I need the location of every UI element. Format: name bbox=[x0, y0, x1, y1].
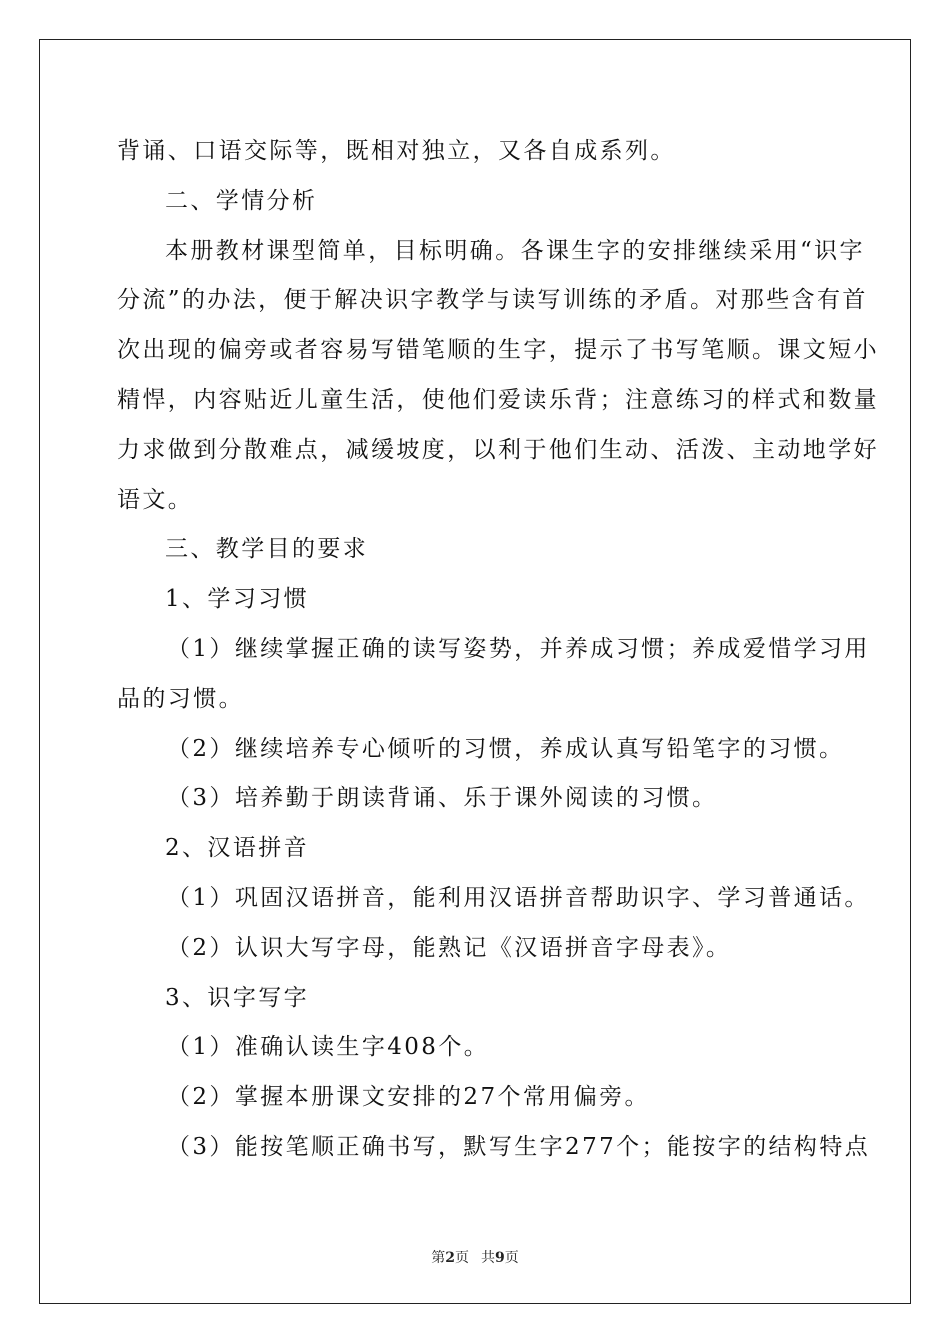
text-line: 品的习惯。 bbox=[117, 685, 244, 712]
list-item: （3）培养勤于朗读背诵、乐于课外阅读的习惯。 bbox=[167, 785, 718, 812]
page-total: 9 bbox=[495, 1250, 505, 1266]
page-suffix: 页 bbox=[455, 1250, 469, 1266]
text-line: 力求做到分散难点，减缓坡度，以利于他们生动、活泼、主动地学好 bbox=[117, 436, 879, 463]
text-line: 分流”的办法，便于解决识字教学与读写训练的矛盾。对那些含有首 bbox=[117, 287, 868, 314]
list-item: （2）掌握本册课文安排的27个常用偏旁。 bbox=[167, 1084, 650, 1111]
list-item: （1）巩固汉语拼音，能利用汉语拼音帮助识字、学习普通话。 bbox=[167, 884, 870, 911]
text-line: 精悍，内容贴近儿童生活，使他们爱读乐背；注意练习的样式和数量 bbox=[117, 386, 879, 413]
subsection-heading: 2、汉语拼音 bbox=[165, 835, 310, 862]
subsection-heading: 3、识字写字 bbox=[165, 984, 310, 1011]
list-item: （2）继续培养专心倾听的习惯，养成认真写铅笔字的习惯。 bbox=[167, 735, 845, 762]
section-heading: 二、学情分析 bbox=[165, 187, 318, 214]
subsection-heading: 1、学习习惯 bbox=[165, 586, 310, 613]
document-body bbox=[117, 127, 879, 1173]
list-item: （1）准确认读生字408个。 bbox=[167, 1034, 490, 1061]
total-prefix: 共 bbox=[481, 1250, 495, 1266]
page-footer bbox=[0, 1247, 950, 1267]
total-suffix: 页 bbox=[504, 1250, 519, 1266]
page-current: 2 bbox=[445, 1250, 455, 1266]
list-item: （2）认识大写字母，能熟记《汉语拼音字母表》。 bbox=[167, 934, 732, 961]
list-item: （1）继续掌握正确的读写姿势，并养成习惯；养成爱惜学习用 bbox=[167, 635, 870, 662]
list-item: （3）能按笔顺正确书写，默写生字277个；能按字的结构特点 bbox=[167, 1133, 871, 1160]
text-line: 本册教材课型简单，目标明确。各课生字的安排继续采用“识字 bbox=[165, 237, 865, 264]
section-heading: 三、教学目的要求 bbox=[165, 536, 369, 563]
text-line: 次出现的偏旁或者容易写错笔顺的生字，提示了书写笔顺。课文短小 bbox=[117, 337, 879, 364]
page-prefix: 第 bbox=[431, 1250, 446, 1266]
text-line: 语文。 bbox=[117, 486, 194, 513]
text-line: 背诵、口语交际等，既相对独立，又各自成系列。 bbox=[117, 138, 676, 164]
